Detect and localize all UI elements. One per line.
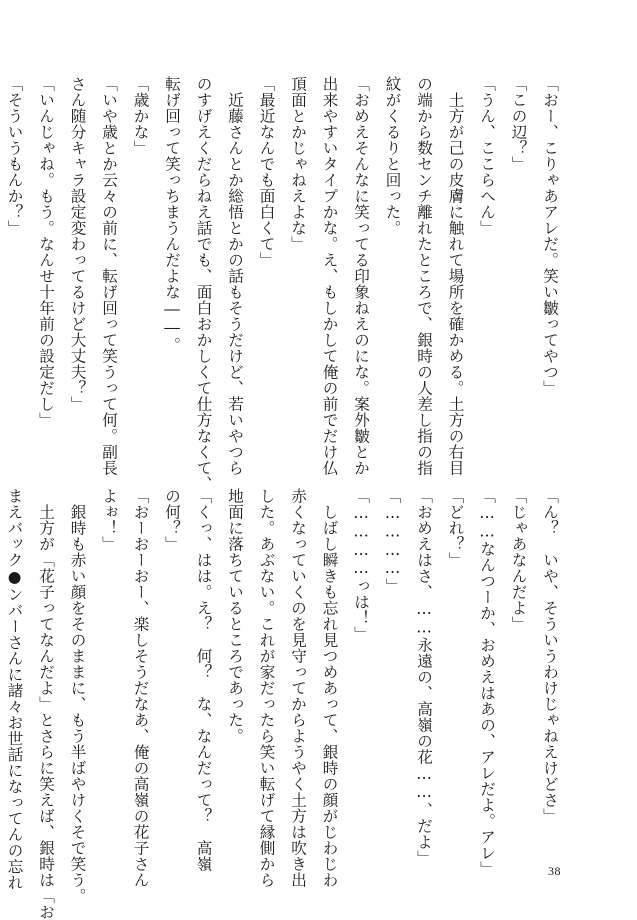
text-line: 「そういうもんか？」 <box>5 76 24 236</box>
text-line: 「おめえはさ、……永遠の、高嶺の花……、だよ」 <box>415 488 433 866</box>
text-line: しばし瞬きも忘れ見つめあって、銀時の顔がじわじわ <box>320 488 339 888</box>
text-line: 近藤さんとか総悟とかの話もそうだけど、若いやつら <box>226 76 244 476</box>
text-line: 銀時も赤い顔をそのままに、もう半ばやけくそで笑う。 <box>68 488 87 904</box>
text-line: 「……なんつーか、おめえはあの、アレだよ。アレ」 <box>478 488 496 877</box>
text-line: 「いんじゃね。もう。なんせ十年前の設定だし」 <box>37 76 55 428</box>
text-line: 地面に落ちているところであった。 <box>226 488 244 744</box>
text-line: 「最近なんでも面白くて」 <box>257 76 276 268</box>
text-line: のすげえくだらねえ話でも、面白おかしくて仕方なくて、 <box>194 76 213 492</box>
text-line: 「…………っは！」 <box>352 488 370 642</box>
text-line: 「うん、ここらへん」 <box>478 76 496 236</box>
text-line: 出来やすいタイプかな。え、もしかして俺の前でだけ仏 <box>320 76 339 476</box>
text-line: の何？」 <box>163 488 181 552</box>
text-line: 頂面とかじゃねえよな」 <box>289 76 307 252</box>
text-line: 土方が「花子ってなんだよ」とさらに笑えば、銀時は「お <box>37 488 55 920</box>
text-line: 「じゃあなんだよ」 <box>509 488 528 632</box>
text-line: 「おめえそんなに笑ってる印象ねえのにな。案外皺とか <box>352 76 370 476</box>
text-line: 「歳かな」 <box>131 76 150 156</box>
text-line: 「どれ？」 <box>446 488 465 568</box>
text-line: まえバック●ンバーさんに諸々お世話になってんの忘れ <box>5 488 24 891</box>
text-line: 「…………」 <box>383 488 402 594</box>
page-number: 38 <box>548 864 561 878</box>
text-line: 赤くなっていくのを見守ってからようやく土方は吹き出 <box>289 488 307 888</box>
text-line: 「くっ、はは。え？ 何？ な、なんだって？ 高嶺 <box>194 488 213 872</box>
text-line: 転げ回って笑っちまうんだよな――。 <box>163 76 181 353</box>
text-block-upper <box>5 76 565 492</box>
text-line: の端から数センチ離れたところで、銀時の人差し指の指 <box>415 76 433 476</box>
text-line: よぉ！」 <box>100 488 118 552</box>
text-line: 土方が己の皮膚に触れて場所を確かめる。土方の右目 <box>446 76 465 476</box>
text-line: 「ん？ いや、そういうわけじゃねえけどさ」 <box>541 488 559 824</box>
text-line: 「いや歳とか云々の前に、転げ回って笑うって何。副長 <box>100 76 118 476</box>
text-line: 「この辺？」 <box>509 76 528 172</box>
text-line: 「おー、こりゃあアレだ。笑い皺ってやつ」 <box>541 76 559 396</box>
text-line: した。あぶない。これが家だったら笑い転げて縁側から <box>257 488 276 888</box>
text-line: さん随分キャラ設定変わってるけど大丈夫？」 <box>68 76 87 412</box>
text-line: 紋がくるりと回った。 <box>383 76 402 236</box>
text-line: 「おーおーおー、楽しそうだなあ、俺の高嶺の花子さん <box>131 488 150 888</box>
